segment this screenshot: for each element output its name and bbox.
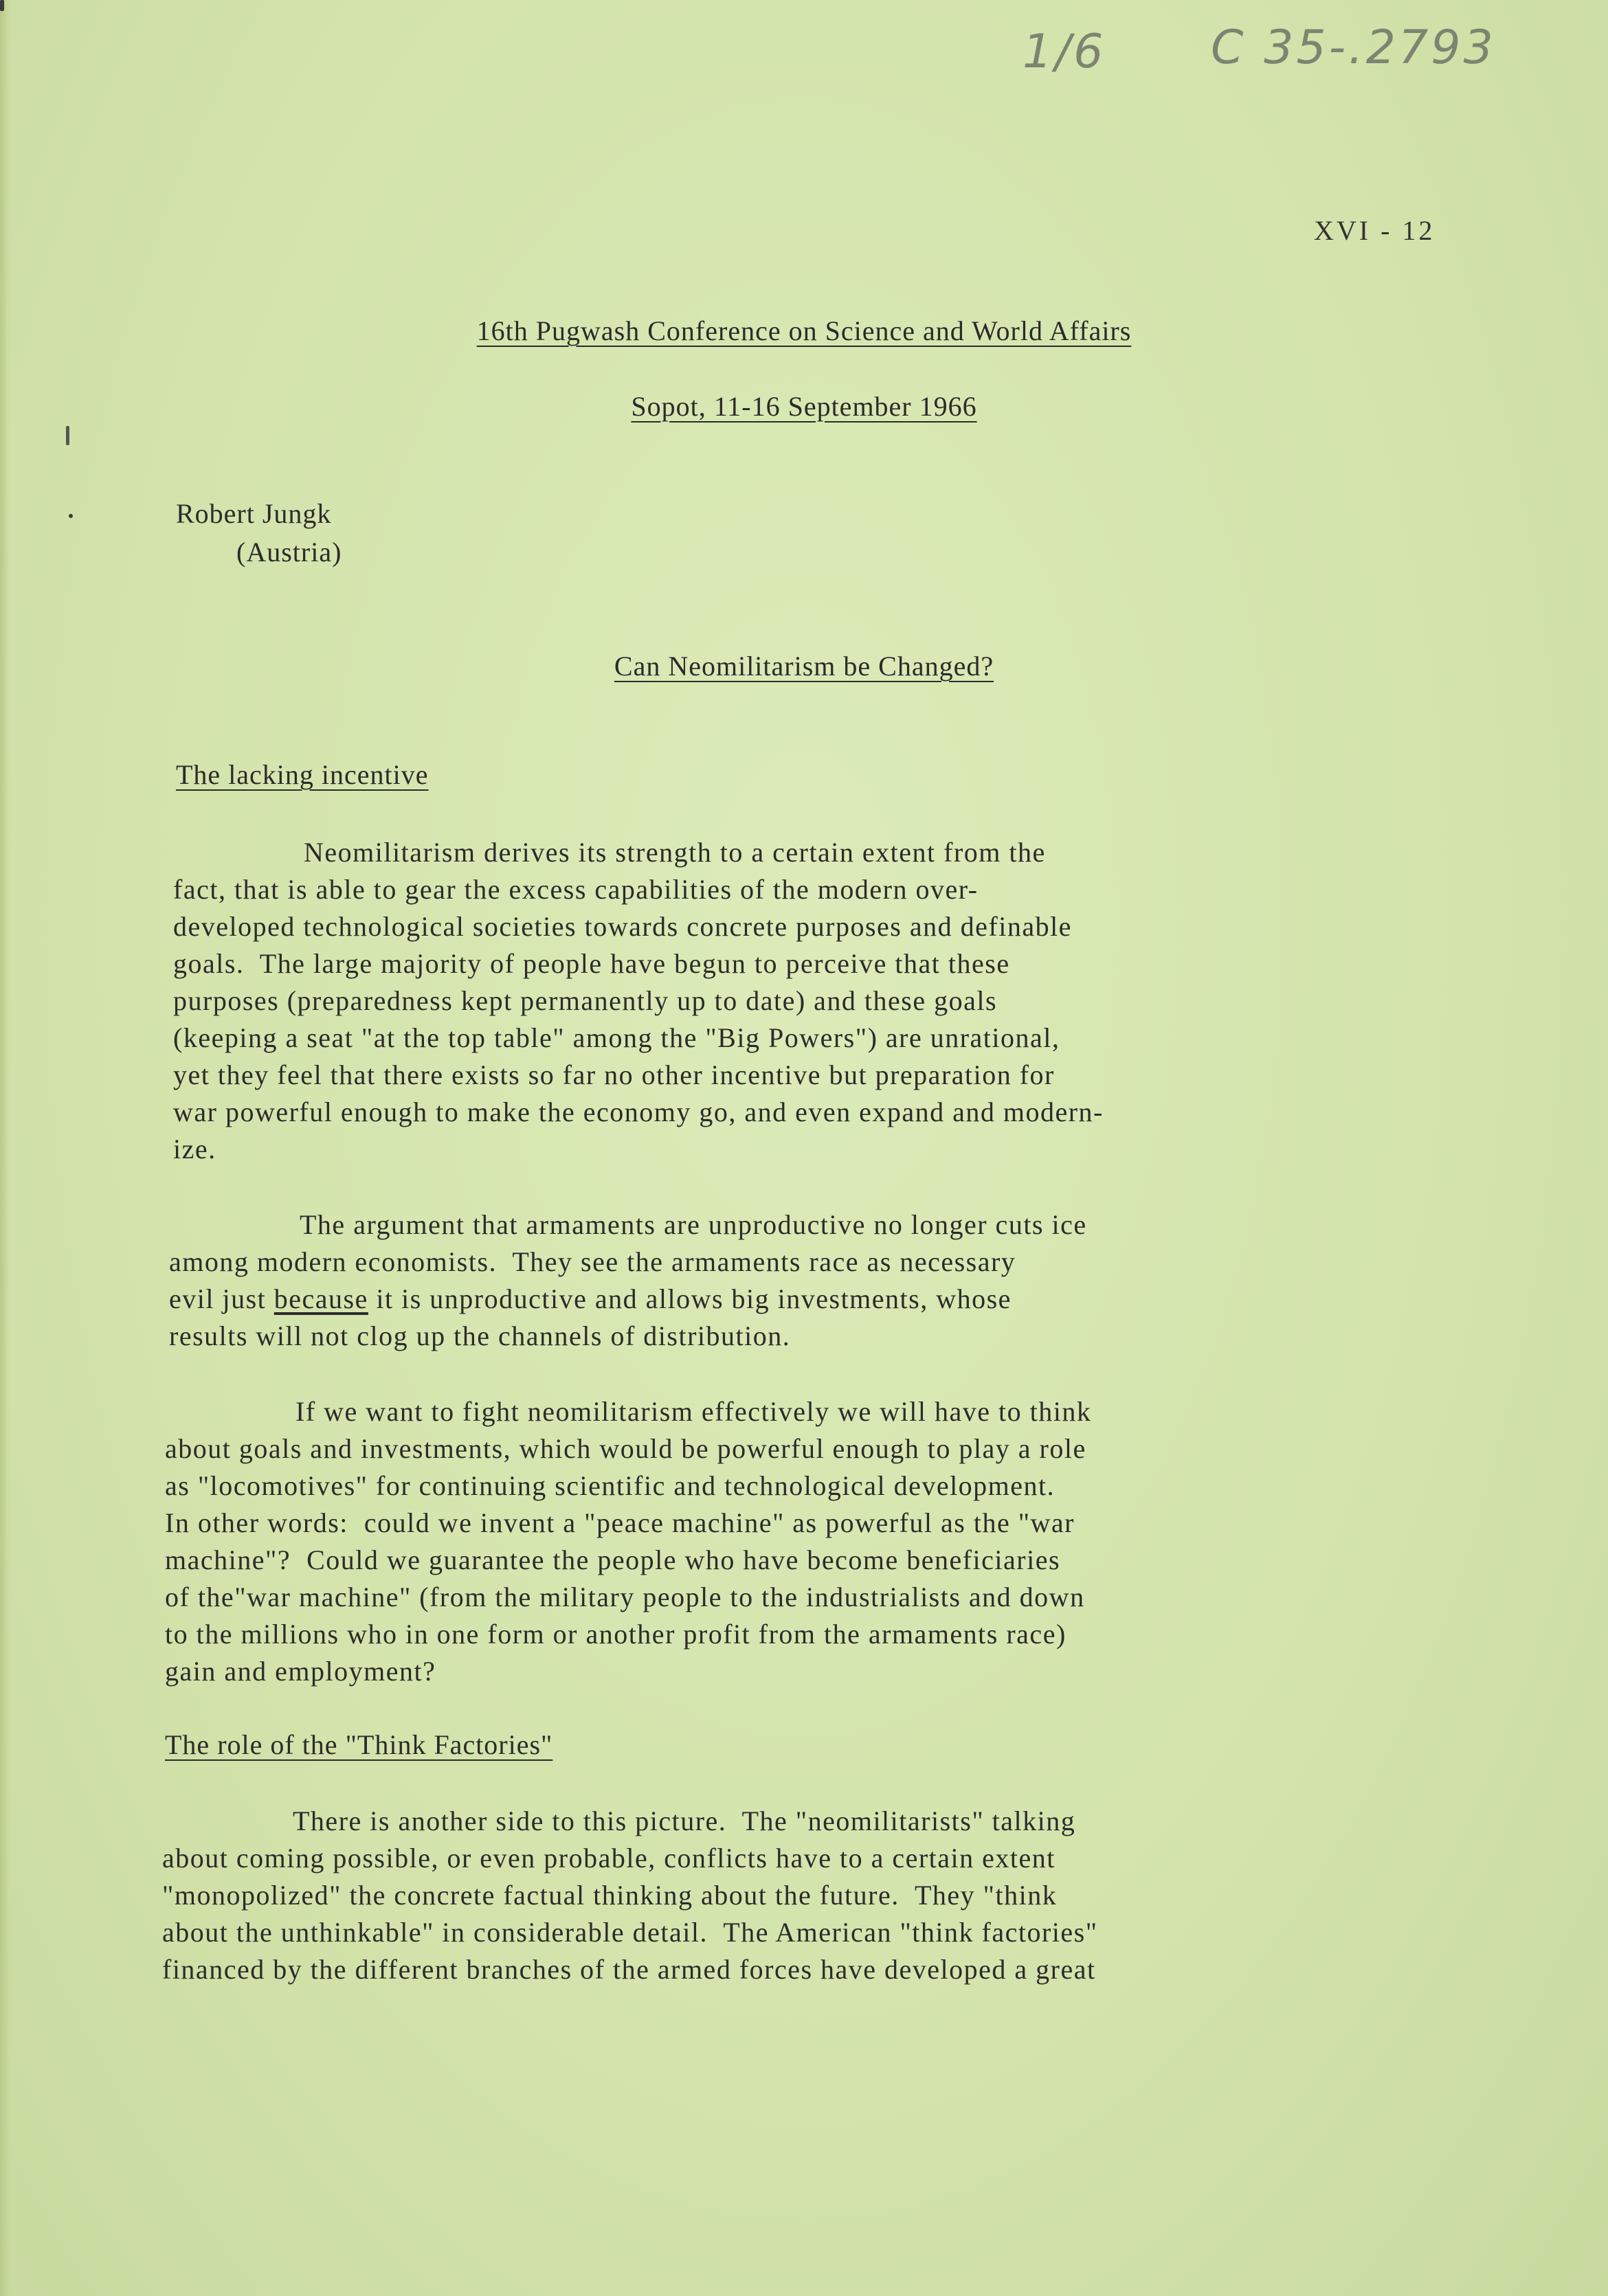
text-line: of the"war machine" (from the military people to the industrialists and down	[165, 1582, 1085, 1612]
text-line: The argument that armaments are unproductive no longer cuts ice	[300, 1209, 1087, 1240]
paper-mark	[0, 0, 4, 11]
paragraph	[165, 1393, 1471, 1690]
text-line: machine"? Could we guarantee the people who have become beneficiaries	[165, 1544, 1061, 1575]
paragraph	[162, 1803, 1468, 1988]
conference-title	[0, 315, 1608, 347]
text-line: There is another side to this picture. The "neomilitarists" talking	[293, 1805, 1076, 1836]
section-heading-lacking-incentive: The lacking incentive	[176, 759, 429, 790]
author-name: Robert Jungk	[176, 498, 332, 529]
text-line: about goals and investments, which would be powerful enough to play a role	[165, 1433, 1086, 1464]
text-line: about coming possible, or even probable, conflicts have to a certain extent	[162, 1843, 1056, 1873]
text-line: ize.	[173, 1134, 216, 1164]
text-line: goals. The large majority of people have begun to perceive that these	[173, 948, 1010, 979]
text-line: evil just because it is unproductive and allows big investments, whose	[169, 1283, 1012, 1314]
text-line: If we want to fight neomilitarism effectively we will have to think	[295, 1396, 1092, 1427]
paragraph	[169, 1206, 1475, 1355]
document-reference: XVI - 12	[1314, 215, 1436, 246]
section-heading-think-factories: The role of the "Think Factories"	[165, 1729, 553, 1760]
text-line: purposes (preparedness kept permanently up to date) and these goals	[173, 985, 998, 1016]
underlined-word: because	[273, 1283, 368, 1314]
text-line: Neomilitarism derives its strength to a certain extent from the	[304, 837, 1046, 868]
text-line: (keeping a seat "at the top table" among the "Big Powers") are unrational,	[173, 1022, 1060, 1053]
paper-mark	[69, 514, 73, 518]
text-line: yet they feel that there exists so far no other incentive but preparation for	[173, 1059, 1055, 1090]
text-line: developed technological societies towards concrete purposes and definable	[173, 911, 1072, 942]
text-line: war powerful enough to make the economy go, and even expand and modern-	[173, 1096, 1104, 1127]
document-title-text: Can Neomilitarism be Changed?	[614, 651, 994, 682]
text-line: results will not clog up the channels of distribution.	[169, 1320, 791, 1351]
text-line: to the millions who in one form or another profit from the armaments race)	[165, 1619, 1067, 1650]
document-title	[0, 650, 1608, 682]
conference-place-date	[0, 390, 1608, 423]
text-line: gain and employment?	[165, 1656, 436, 1687]
conference-place-date-text: Sopot, 11-16 September 1966	[631, 391, 977, 422]
text-line: fact, that is able to gear the excess capabilities of the modern over-	[173, 874, 979, 905]
text-line: financed by the different branches of the armed forces have developed a great	[162, 1954, 1096, 1985]
handwritten-catalogue-number: C 35-.2793	[1211, 21, 1496, 75]
author-country: (Austria)	[236, 537, 342, 567]
text-line: "monopolized" the concrete factual thinking about the future. They "think	[162, 1880, 1058, 1911]
text-line: among modern economists. They see the armaments race as necessary	[169, 1246, 1016, 1277]
paragraph	[173, 834, 1479, 1168]
text-line: In other words: could we invent a "peace machine" as powerful as the "war	[165, 1507, 1075, 1538]
paper-mark	[66, 426, 69, 445]
text-line: as "locomotives" for continuing scientific and technological development.	[165, 1470, 1056, 1501]
conference-title-text: 16th Pugwash Conference on Science and World Affairs	[476, 315, 1132, 346]
text-line: about the unthinkable" in considerable detail. The American "think factories"	[162, 1917, 1098, 1948]
handwritten-folio-number: 1/6	[1023, 25, 1106, 79]
